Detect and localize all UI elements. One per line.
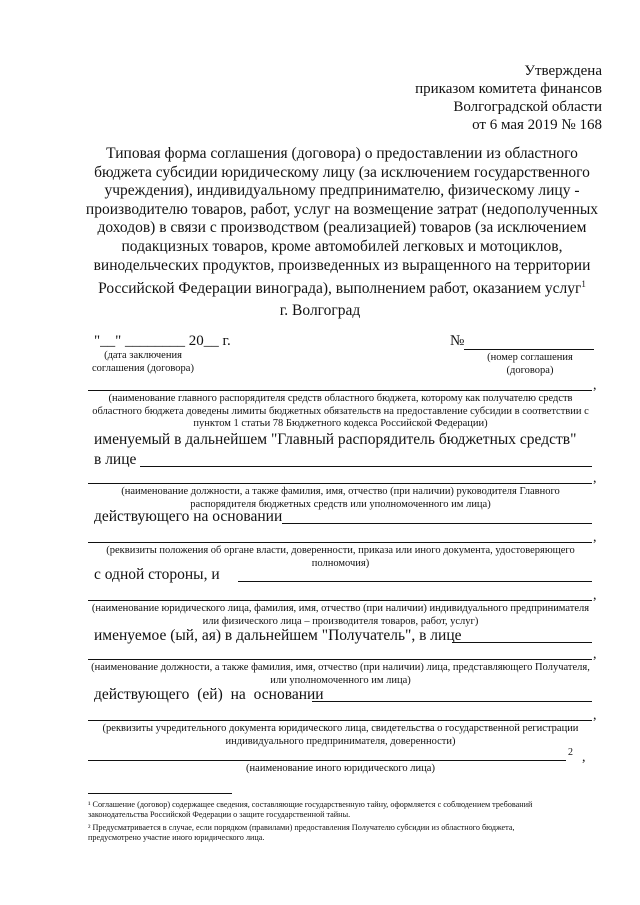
number-blank xyxy=(464,335,594,350)
caption-other-entity: (наименование иного юридического лица) xyxy=(246,763,435,774)
comma: , xyxy=(582,750,586,765)
document-title xyxy=(82,145,602,299)
blank-in-person xyxy=(140,466,592,467)
one-side-label: с одной стороны, и xyxy=(94,566,220,583)
footnote-2: ² Предусматривается в случае, если порядком (правилами) предоставления Получателю субсидии из областного бюджета, предусмотрено участие иного юридического лица. xyxy=(88,823,515,842)
named-recipient-line: именуемое (ый, ая) в дальнейшем "Получатель", в лице xyxy=(94,627,462,644)
blank-requisites xyxy=(88,542,592,543)
blank-acting-basis xyxy=(282,523,592,524)
caption-head-position: (наименование должности, а также фамилия, имя, отчество (при наличии) руководителя Главного распорядителя бюджетных средств или уполномоченного им лица) xyxy=(121,486,560,510)
blank-acting-basis-2 xyxy=(312,701,592,702)
blank-other-entity xyxy=(88,760,566,761)
caption-legal-entity: (наименование юридического лица, фамилия, имя, отчество (при наличии) индивидуального предпринимателя или физического лица – производителя товаров, работ, услуг) xyxy=(91,603,590,627)
city: г. Волгоград xyxy=(279,302,361,319)
number-field xyxy=(450,333,594,350)
blank-head-position xyxy=(88,483,592,484)
named-distributor-line: именуемый в дальнейшем "Главный распорядитель бюджетных средств" xyxy=(94,431,577,448)
comma: , xyxy=(593,588,597,603)
blank-main-distributor xyxy=(88,390,592,391)
date-caption: (дата заключения соглашения (договора) xyxy=(92,350,194,374)
date-field: "__" ________ 20__ г. xyxy=(94,333,231,349)
comma: , xyxy=(593,708,597,723)
approval-block xyxy=(415,62,602,134)
footnote-divider xyxy=(88,793,232,794)
blank-recipient-position xyxy=(88,659,592,660)
footnote-1: ¹ Соглашение (договор) содержащее сведения, составляющие государственную тайну, оформляется с соблюдением требований законодательства Российской Федерации о защите государственной тайны. xyxy=(88,800,533,819)
blank-legal-entity xyxy=(88,600,592,601)
approval-line-2: приказом комитета финансов xyxy=(415,81,602,97)
blank-founding-doc xyxy=(88,720,592,721)
footnote-mark-2: 2 xyxy=(568,747,573,758)
comma: , xyxy=(593,647,597,662)
comma: , xyxy=(593,471,597,486)
approval-line-1: Утверждена xyxy=(524,63,602,79)
comma: , xyxy=(593,530,597,545)
number-caption: (номер соглашения (договора) xyxy=(487,352,573,376)
number-sign: № xyxy=(450,333,465,349)
caption-main-distributor: (наименование главного распорядителя средств областного бюджета, которому как получателю средств областного бюджета доведены лимиты бюджетных обязательств на предоставление субсидии в соответствии с пунктом 1 статьи 78 Бюджетного кодекса Российской Федерации) xyxy=(92,393,589,430)
acting-basis-label: действующего на основании xyxy=(94,508,283,525)
acting-basis-2-label: действующего (ей) на основании xyxy=(94,686,324,703)
caption-founding-doc: (реквизиты учредительного документа юридического лица, свидетельства о государственной регистрации индивидуального предпринимателя, доверенности) xyxy=(102,723,579,747)
title-footnote-mark: 1 xyxy=(581,279,586,290)
in-person-label: в лице xyxy=(94,451,137,468)
blank-one-side xyxy=(238,581,592,582)
blank-recipient xyxy=(452,642,592,643)
comma: , xyxy=(593,378,597,393)
title-text: Типовая форма соглашения (договора) о предоставлении из областного бюджета субсидии юридическому лицу (за исключением государственного учреждения), индивидуальному предпринимателю, физическому лицу - производителю товаров, работ, услуг на возмещение затрат (недополученных доходов) в связи с производством (реализацией) товаров (за исключением подакцизных товаров, кроме автомобилей легковых и мотоциклов, винодельческих продуктов, произведенных из выращенного на территории Российской Федерации винограда), выполнением работ, оказанием услуг xyxy=(85,145,599,298)
approval-line-4: от 6 мая 2019 № 168 xyxy=(472,117,602,133)
approval-line-3: Волгоградской области xyxy=(453,99,602,115)
caption-requisites: (реквизиты положения об органе власти, доверенности, приказа или иного документа, удостоверяющего полномочия) xyxy=(106,545,575,569)
caption-recipient-position: (наименование должности, а также фамилия, имя, отчество (при наличии) лица, представляющего Получателя, или уполномоченного им лица) xyxy=(91,662,590,686)
